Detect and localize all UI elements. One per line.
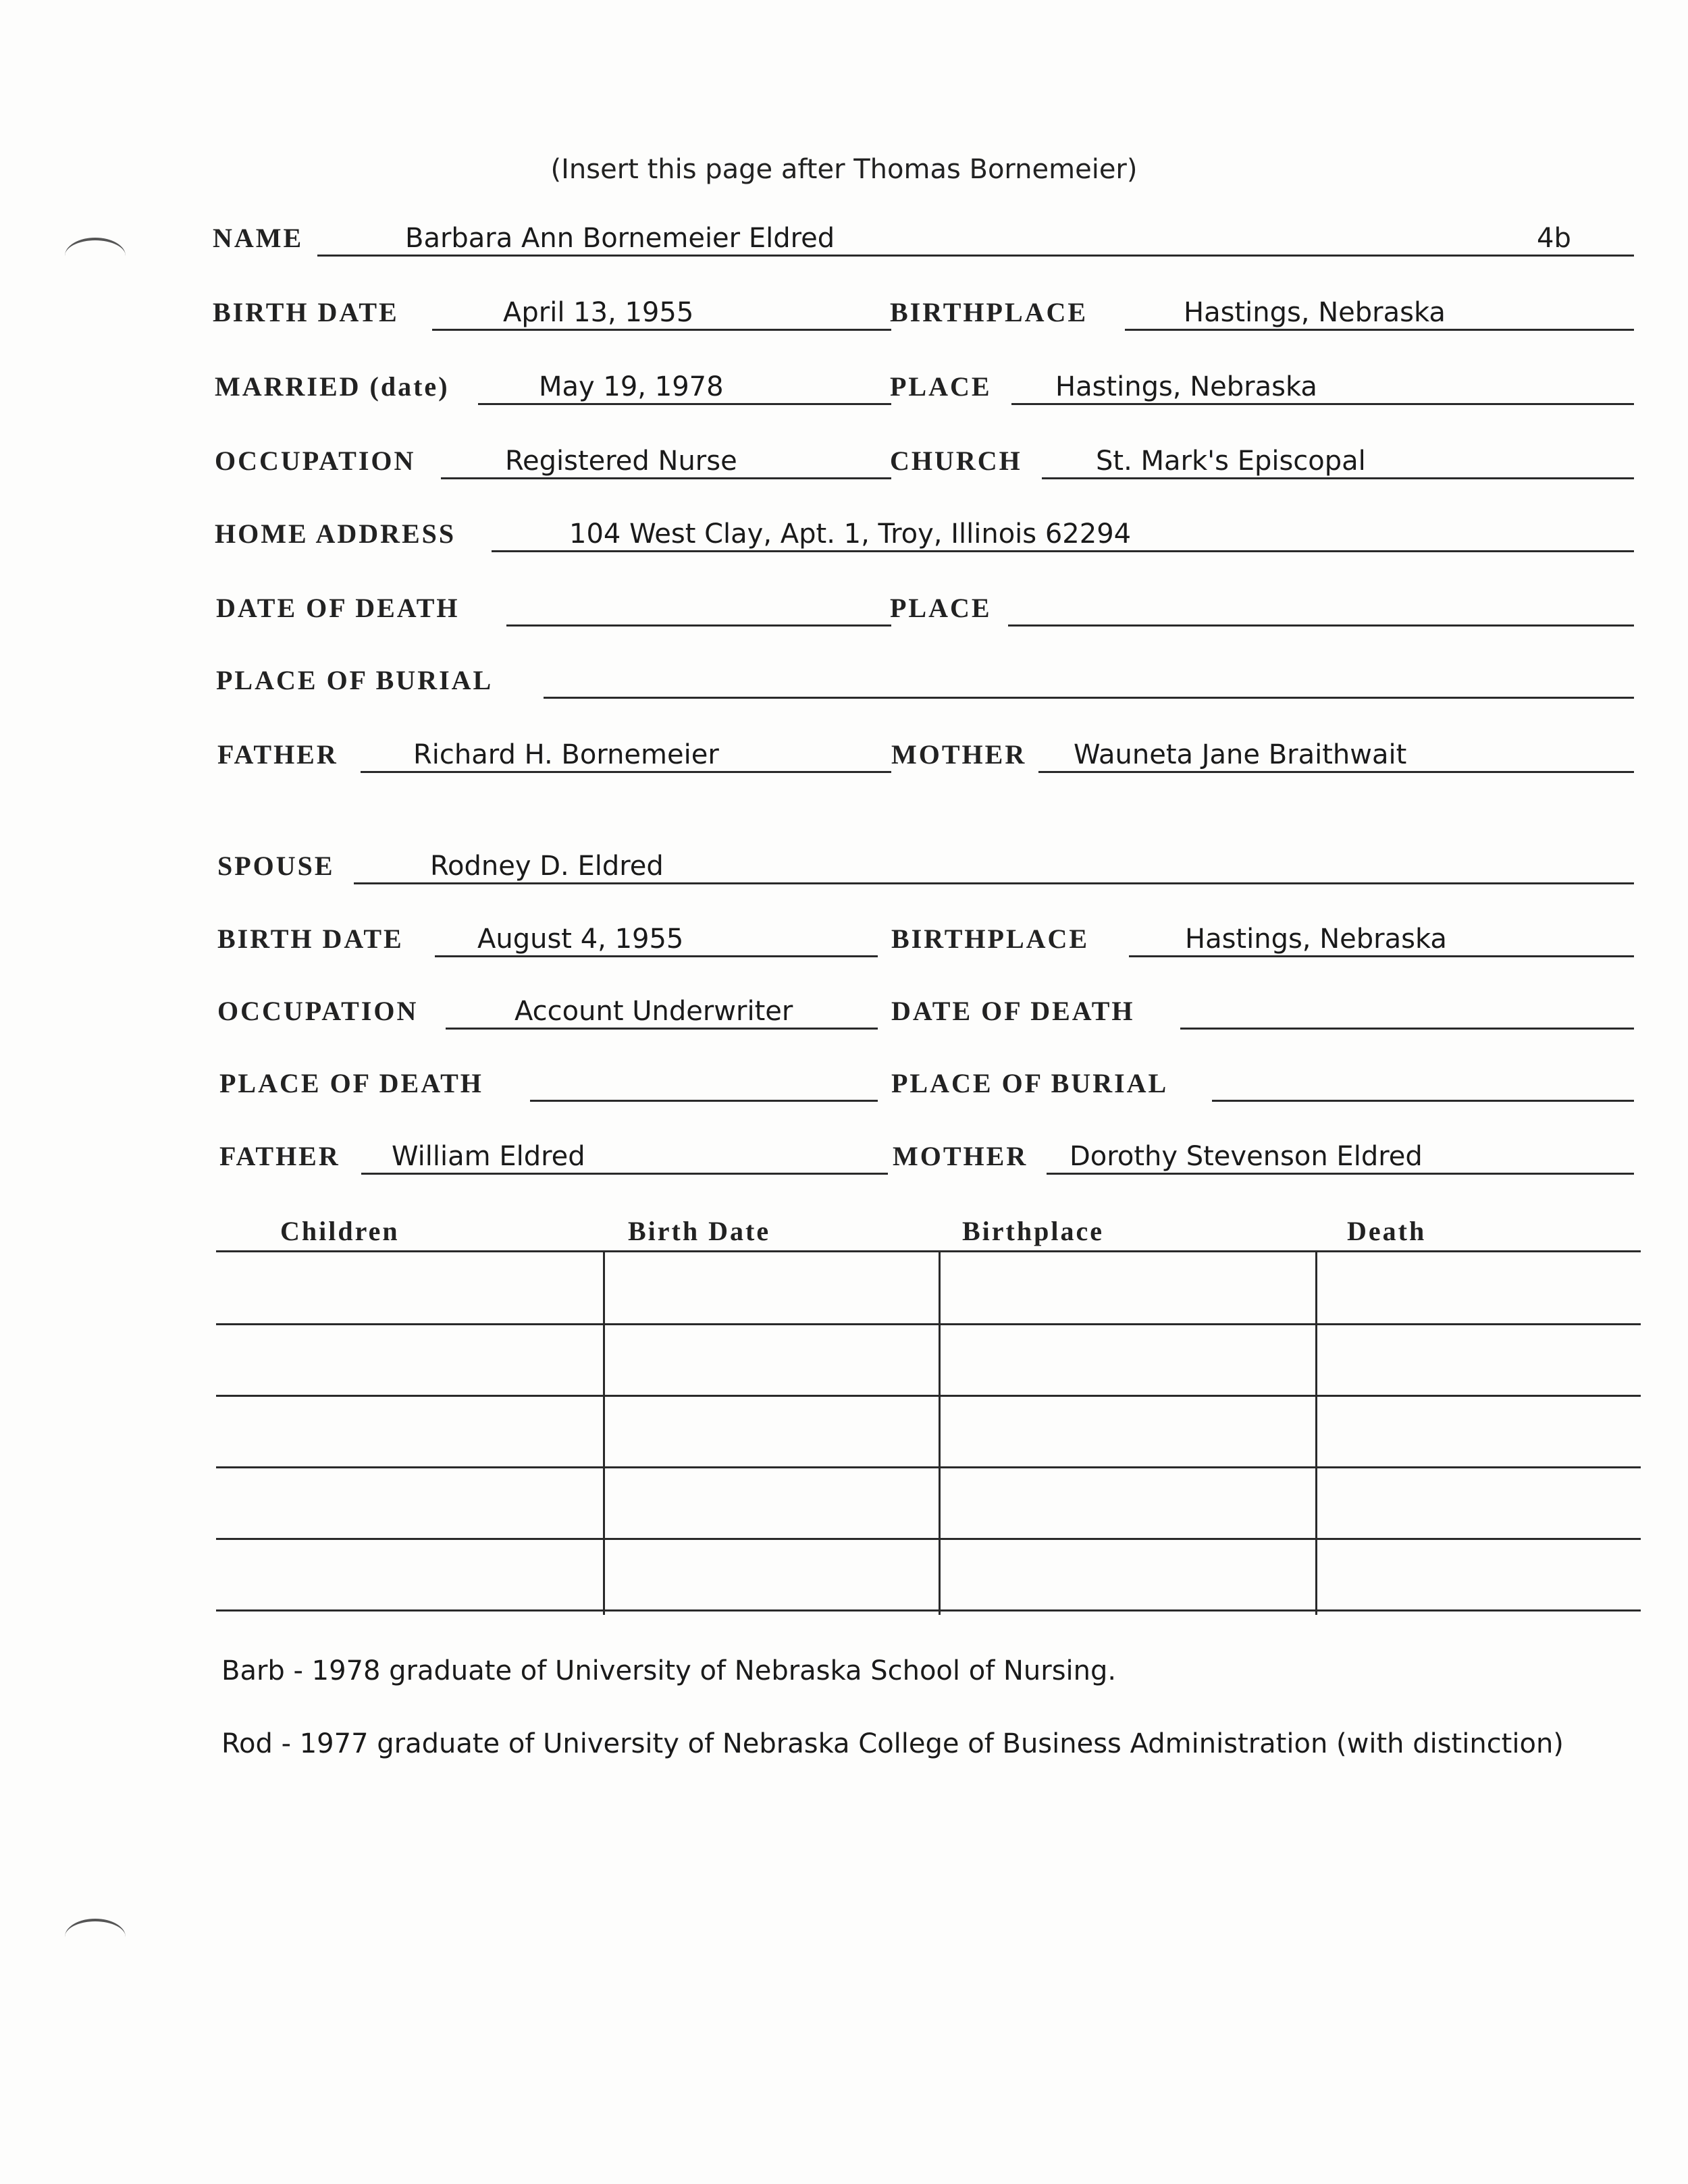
occupation-value: Registered Nurse xyxy=(505,446,737,477)
spouse-occupation-field xyxy=(217,989,878,1036)
death-date-label: DATE OF DEATH xyxy=(216,593,460,623)
col-header-birth-date: Birth Date xyxy=(628,1216,771,1246)
spouse-line xyxy=(354,882,1634,884)
col-header-death: Death xyxy=(1347,1216,1427,1246)
spouse-birthplace-value: Hastings, Nebraska xyxy=(1185,924,1447,955)
death-place-line xyxy=(1008,624,1634,627)
occupation-line xyxy=(441,477,891,479)
spouse-occupation-line xyxy=(446,1028,878,1030)
spouse-field xyxy=(217,844,1634,891)
spouse-father-value: William Eldred xyxy=(392,1141,585,1172)
spouse-mother-value: Dorothy Stevenson Eldred xyxy=(1070,1141,1423,1172)
spouse-death-date-line xyxy=(1180,1028,1634,1030)
spouse-father-label: FATHER xyxy=(219,1141,340,1171)
spouse-death-place-line xyxy=(530,1100,878,1102)
married-place-label: PLACE xyxy=(890,371,992,402)
home-address-line xyxy=(492,550,1634,552)
name-label: NAME xyxy=(213,223,304,253)
married-label: MARRIED (date) xyxy=(215,371,450,402)
home-address-field xyxy=(215,512,1634,559)
spouse-occupation-value: Account Underwriter xyxy=(515,996,793,1027)
mother-value: Wauneta Jane Braithwait xyxy=(1074,739,1407,770)
spouse-mother-line xyxy=(1047,1173,1634,1175)
mother-field xyxy=(891,733,1634,780)
married-value: May 19, 1978 xyxy=(539,371,724,402)
occupation-field xyxy=(215,439,891,486)
spouse-birth-date-label: BIRTH DATE xyxy=(217,924,404,954)
birthplace-label: BIRTHPLACE xyxy=(890,297,1088,327)
table-rule xyxy=(216,1323,1641,1325)
spouse-death-place-label: PLACE OF DEATH xyxy=(219,1068,483,1098)
birthplace-line xyxy=(1125,329,1634,331)
spouse-death-place-field xyxy=(219,1061,878,1109)
church-line xyxy=(1042,477,1634,479)
spouse-occupation-label: OCCUPATION xyxy=(217,996,419,1026)
birth-date-label: BIRTH DATE xyxy=(213,297,399,327)
spouse-death-date-field xyxy=(891,989,1634,1036)
page-header-note: (Insert this page after Thomas Bornemeier) xyxy=(550,154,1138,185)
table-column-divider xyxy=(1315,1250,1317,1615)
death-date-field xyxy=(216,586,891,633)
name-line xyxy=(317,255,1634,257)
spouse-label: SPOUSE xyxy=(217,851,335,881)
married-place-value: Hastings, Nebraska xyxy=(1055,371,1317,402)
home-address-label: HOME ADDRESS xyxy=(215,518,456,549)
col-header-birthplace: Birthplace xyxy=(962,1216,1104,1246)
table-rule xyxy=(216,1538,1641,1540)
father-label: FATHER xyxy=(217,739,338,770)
occupation-label: OCCUPATION xyxy=(215,446,416,476)
father-value: Richard H. Bornemeier xyxy=(413,739,719,770)
children-table xyxy=(216,1250,1641,1615)
married-place-line xyxy=(1011,403,1634,405)
spouse-birthplace-label: BIRTHPLACE xyxy=(891,924,1090,954)
burial-field xyxy=(216,658,1634,705)
spouse-birth-date-line xyxy=(435,955,878,957)
spouse-father-line xyxy=(361,1173,888,1175)
table-rule xyxy=(216,1250,1641,1252)
spouse-death-date-label: DATE OF DEATH xyxy=(891,996,1135,1026)
spouse-father-field xyxy=(219,1134,888,1181)
spouse-birth-date-field xyxy=(217,917,878,964)
spouse-birth-date-value: August 4, 1955 xyxy=(477,924,684,955)
birthplace-value: Hastings, Nebraska xyxy=(1184,297,1446,328)
church-label: CHURCH xyxy=(890,446,1022,476)
table-rule xyxy=(216,1466,1641,1468)
death-place-label: PLACE xyxy=(890,593,992,623)
name-field xyxy=(213,216,1634,263)
name-value: Barbara Ann Bornemeier Eldred xyxy=(405,223,835,254)
spouse-burial-field xyxy=(891,1061,1634,1109)
spouse-burial-label: PLACE OF BURIAL xyxy=(891,1068,1169,1098)
birth-date-line xyxy=(432,329,891,331)
married-field xyxy=(215,365,891,412)
spouse-mother-field xyxy=(893,1134,1634,1181)
death-date-line xyxy=(506,624,891,627)
table-column-divider xyxy=(603,1250,605,1615)
table-rule xyxy=(216,1395,1641,1397)
spouse-birthplace-field xyxy=(891,917,1634,964)
birth-date-field xyxy=(213,290,891,338)
note-rod: Rod - 1977 graduate of University of Nebraska College of Business Administration (with distinction) xyxy=(221,1728,1564,1759)
spouse-birthplace-line xyxy=(1129,955,1634,957)
spouse-burial-line xyxy=(1212,1100,1634,1102)
table-rule xyxy=(216,1609,1641,1612)
punch-hole-bottom xyxy=(65,1919,126,1955)
mother-line xyxy=(1038,771,1634,773)
married-line xyxy=(478,403,891,405)
married-place-field xyxy=(890,365,1634,412)
note-barb: Barb - 1978 graduate of University of Nebraska School of Nursing. xyxy=(221,1655,1117,1686)
table-column-divider xyxy=(939,1250,941,1615)
page-number: 4b xyxy=(1537,223,1571,254)
church-value: St. Mark's Episcopal xyxy=(1096,446,1366,477)
birthplace-field xyxy=(890,290,1634,338)
spouse-mother-label: MOTHER xyxy=(893,1141,1028,1171)
church-field xyxy=(890,439,1634,486)
spouse-value: Rodney D. Eldred xyxy=(430,851,664,882)
father-field xyxy=(217,733,891,780)
birth-date-value: April 13, 1955 xyxy=(503,297,694,328)
home-address-value: 104 West Clay, Apt. 1, Troy, Illinois 62294 xyxy=(569,518,1132,550)
col-header-children: Children xyxy=(280,1216,400,1246)
mother-label: MOTHER xyxy=(891,739,1027,770)
death-place-field xyxy=(890,586,1634,633)
father-line xyxy=(361,771,891,773)
burial-label: PLACE OF BURIAL xyxy=(216,665,494,695)
burial-line xyxy=(544,697,1634,699)
punch-hole-top xyxy=(65,238,126,274)
